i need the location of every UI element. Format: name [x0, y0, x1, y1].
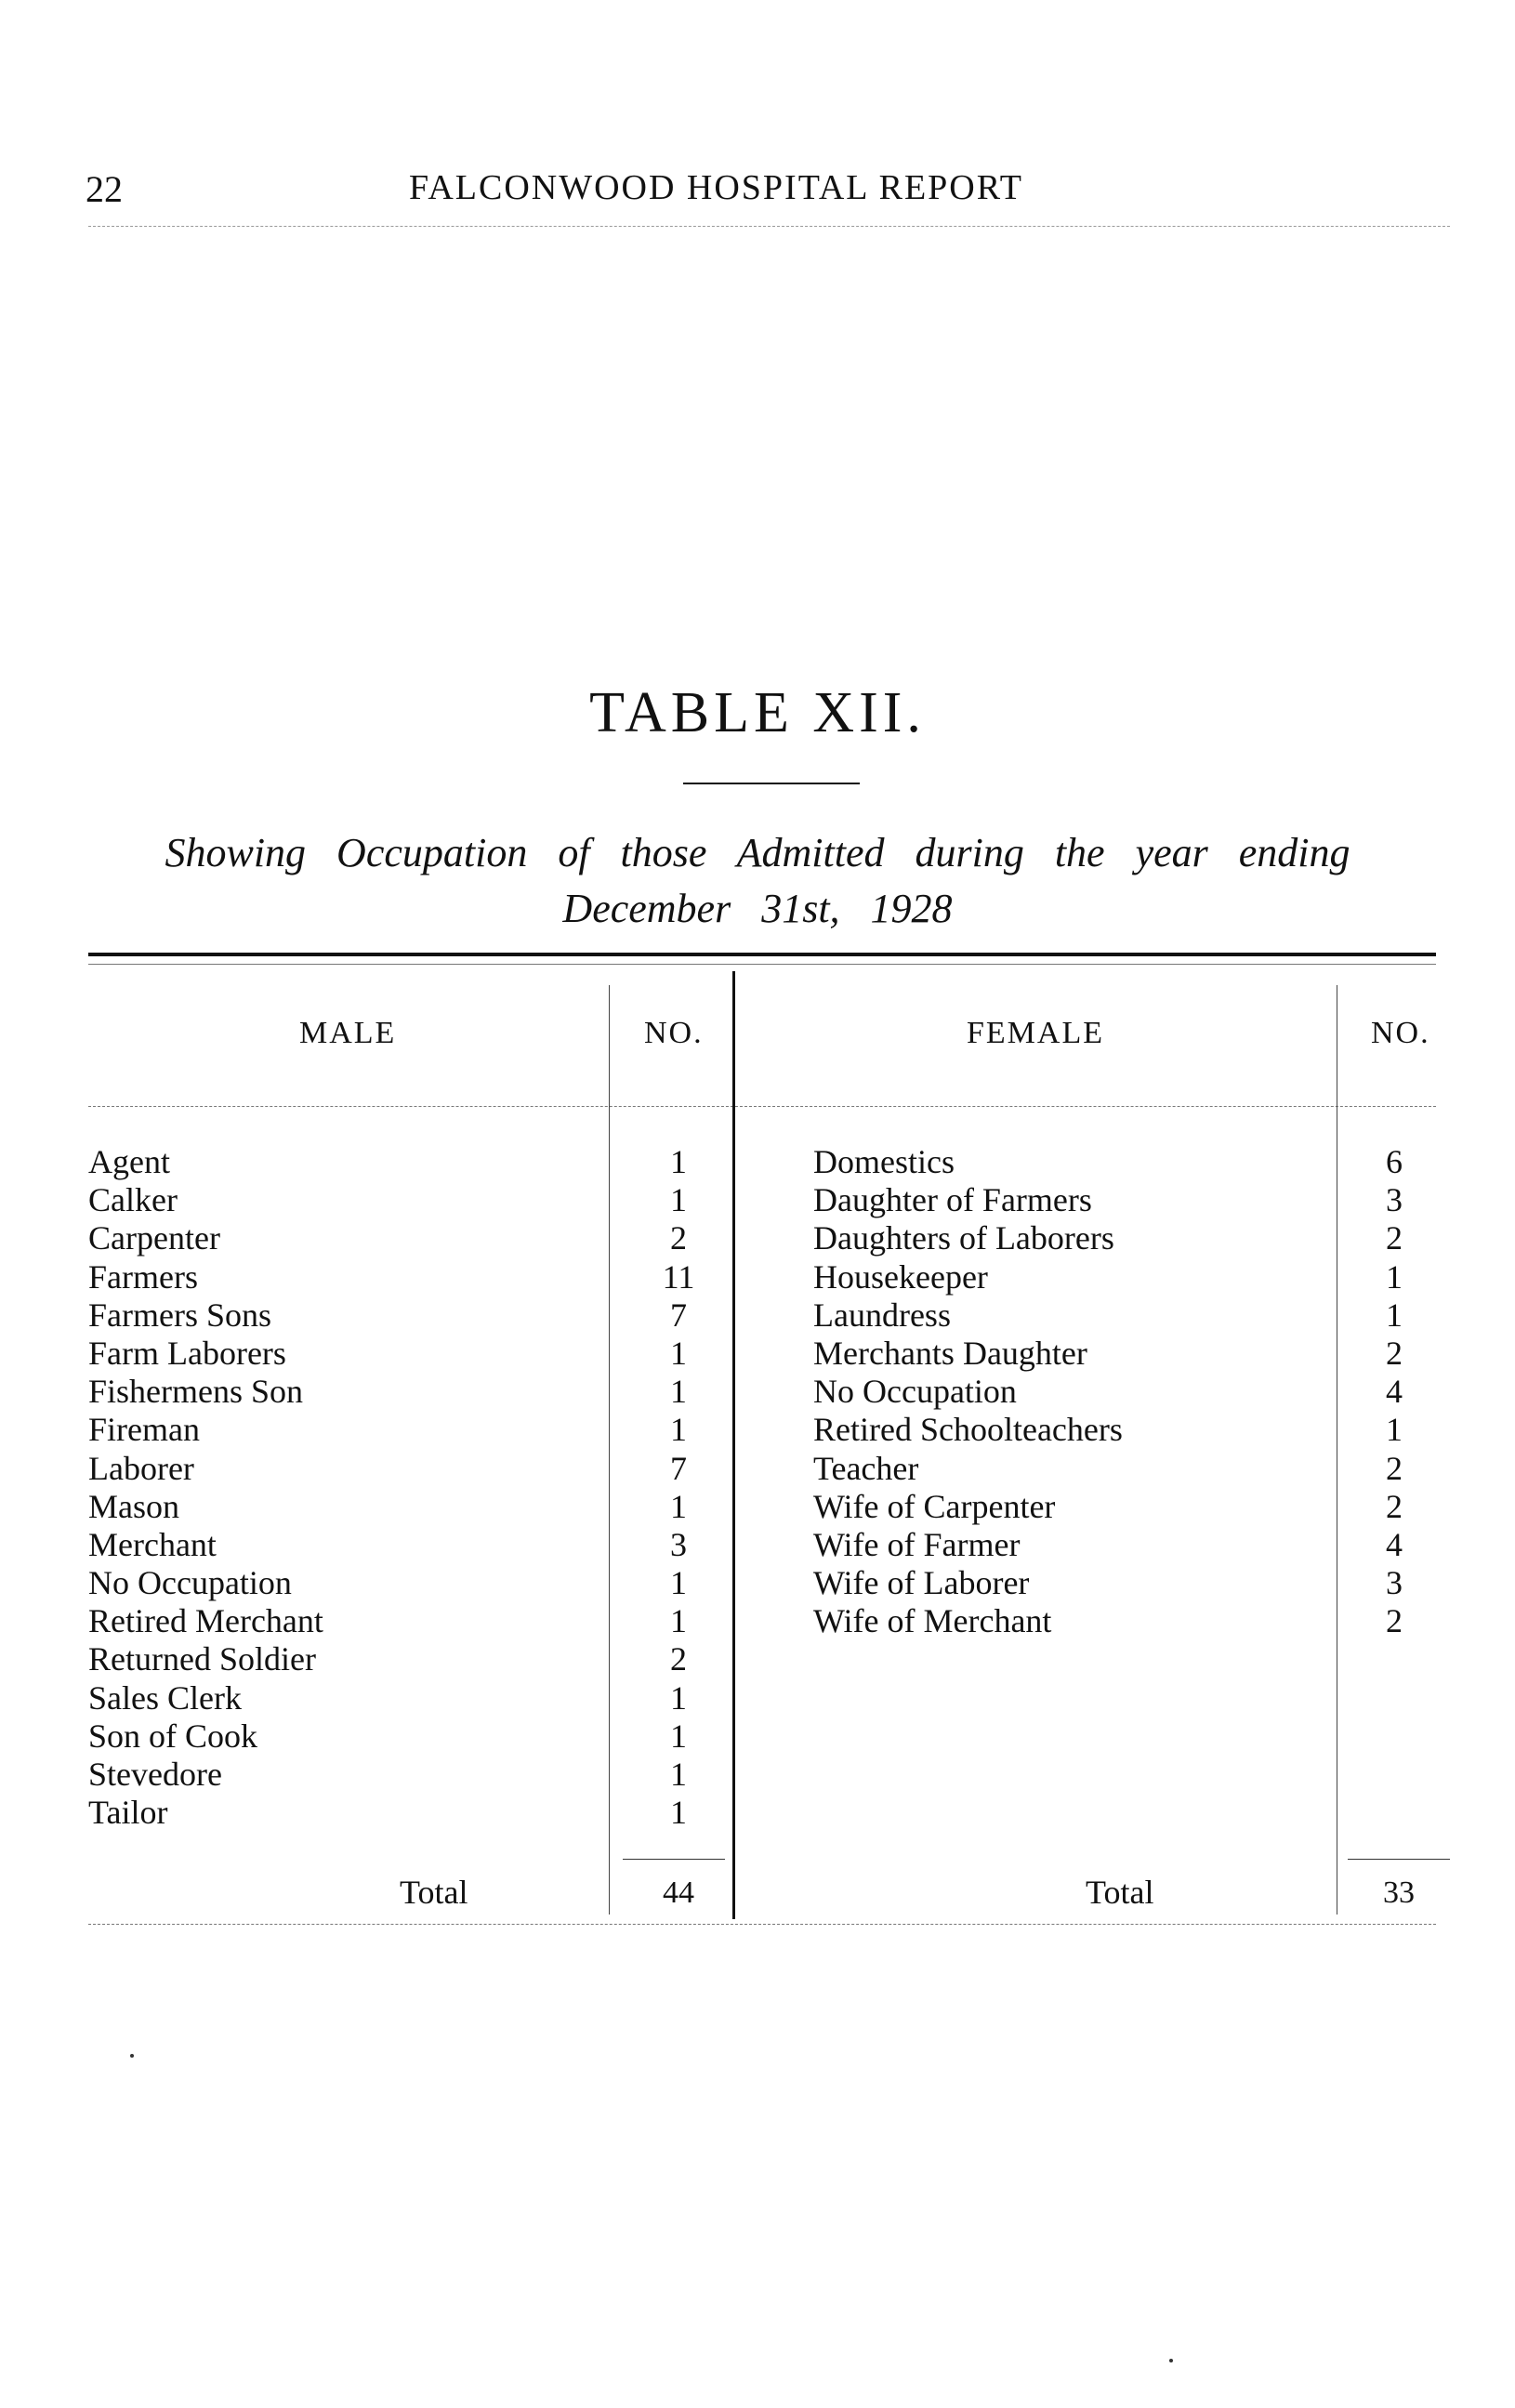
title-rule — [683, 783, 860, 784]
table-cell-count: 3 — [670, 1525, 687, 1563]
table-row: Fishermens Son — [88, 1373, 304, 1411]
table-row: Daughter of Farmers — [813, 1181, 1092, 1219]
table-cell-count: 1 — [1386, 1411, 1403, 1449]
table-row: Wife of Carpenter — [813, 1487, 1056, 1525]
male-sum-rule — [623, 1859, 725, 1860]
table-cell-count: 1 — [670, 1717, 687, 1755]
table-cell-count: 1 — [670, 1564, 687, 1602]
table-row: Laundress — [813, 1296, 951, 1334]
female-occupation-list — [813, 1143, 1315, 1640]
table-cell-count: 2 — [670, 1640, 687, 1678]
table-cell-count: 2 — [1386, 1487, 1403, 1525]
female-total-label: Total — [1086, 1874, 1154, 1911]
table-row: Son of Cook — [88, 1717, 258, 1755]
table-top-thin-rule — [88, 964, 1436, 965]
table-row: Agent — [88, 1143, 170, 1180]
table-row: Carpenter — [88, 1219, 220, 1257]
table-row: Housekeeper — [813, 1257, 988, 1296]
table-cell-count: 3 — [1386, 1564, 1403, 1602]
male-total-value: 44 — [663, 1875, 694, 1910]
table-cell-count: 1 — [670, 1756, 687, 1793]
table-row: Retired Schoolteachers — [813, 1411, 1123, 1449]
table-cell-count: 2 — [1386, 1602, 1403, 1640]
table-row: Farm Laborers — [88, 1334, 286, 1372]
table-row: Returned Soldier — [88, 1640, 316, 1678]
female-sum-rule — [1348, 1859, 1450, 1860]
table-title: TABLE XII. — [589, 681, 926, 744]
header-rule — [88, 226, 1450, 227]
table-row: Wife of Merchant — [813, 1602, 1052, 1640]
table-cell-count: 7 — [670, 1296, 687, 1334]
page-number: 22 — [86, 168, 123, 210]
table-cell-count: 11 — [662, 1257, 695, 1296]
table-cell-count: 1 — [670, 1334, 687, 1372]
table-row: Daughters of Laborers — [813, 1219, 1114, 1257]
table-row: Sales Clerk — [88, 1678, 242, 1717]
table-cell-count: 7 — [670, 1449, 687, 1487]
column-header-female: FEMALE — [967, 1016, 1104, 1050]
table-cell-count: 1 — [670, 1143, 687, 1180]
table-cell-count: 1 — [670, 1794, 687, 1832]
table-row: Merchants Daughter — [813, 1334, 1087, 1372]
subtitle-line-2: December 31st, 1928 — [562, 886, 953, 931]
table-row: Merchant — [88, 1525, 217, 1563]
table-row: Teacher — [813, 1449, 919, 1487]
table-cell-count: 1 — [670, 1181, 687, 1219]
table-row: Stevedore — [88, 1756, 222, 1793]
table-cell-count: 1 — [670, 1373, 687, 1411]
table-row: Laborer — [88, 1449, 194, 1487]
table-row: Calker — [88, 1181, 178, 1219]
column-divider-male-no — [609, 985, 610, 1915]
table-cell-count: 3 — [1386, 1181, 1403, 1219]
table-cell-count: 2 — [670, 1219, 687, 1257]
table-row: Fireman — [88, 1411, 200, 1449]
subtitle-line-1: Showing Occupation of those Admitted during the year ending — [165, 830, 1350, 875]
table-row: Farmers — [88, 1257, 198, 1296]
table-row: No Occupation — [88, 1564, 292, 1602]
male-count-list — [618, 1143, 739, 1832]
table-row: Mason — [88, 1487, 179, 1525]
table-cell-count: 1 — [1386, 1257, 1403, 1296]
table-cell-count: 1 — [670, 1602, 687, 1640]
table-cell-count: 2 — [1386, 1449, 1403, 1487]
scan-speck — [130, 2054, 134, 2058]
column-header-male-no: NO. — [644, 1016, 704, 1050]
table-cell-count: 4 — [1386, 1373, 1403, 1411]
table-bottom-rule — [88, 1924, 1436, 1925]
table-cell-count: 2 — [1386, 1219, 1403, 1257]
table-cell-count: 1 — [670, 1678, 687, 1717]
table-row: Tailor — [88, 1794, 168, 1832]
table-cell-count: 6 — [1386, 1143, 1403, 1180]
running-head: FALCONWOOD HOSPITAL REPORT — [409, 168, 1024, 207]
table-cell-count: 1 — [670, 1487, 687, 1525]
female-total-value: 33 — [1383, 1875, 1415, 1910]
table-row: Wife of Laborer — [813, 1564, 1030, 1602]
male-total-label: Total — [400, 1874, 468, 1911]
scan-speck — [1169, 2359, 1173, 2362]
table-subtitle — [88, 825, 1427, 937]
column-header-male: MALE — [299, 1016, 397, 1050]
female-count-list — [1338, 1143, 1450, 1640]
table-cell-count: 4 — [1386, 1525, 1403, 1563]
table-row: Farmers Sons — [88, 1296, 271, 1334]
column-header-female-no: NO. — [1371, 1016, 1430, 1050]
table-row: Domestics — [813, 1143, 955, 1180]
table-top-rule — [88, 953, 1436, 956]
table-cell-count: 1 — [1386, 1296, 1403, 1334]
table-cell-count: 1 — [670, 1411, 687, 1449]
table-row: Wife of Farmer — [813, 1525, 1021, 1563]
table-row: Retired Merchant — [88, 1602, 323, 1640]
table-row: No Occupation — [813, 1373, 1017, 1411]
header-bottom-rule — [88, 1106, 1436, 1107]
male-occupation-list — [88, 1143, 590, 1832]
table-cell-count: 2 — [1386, 1334, 1403, 1372]
